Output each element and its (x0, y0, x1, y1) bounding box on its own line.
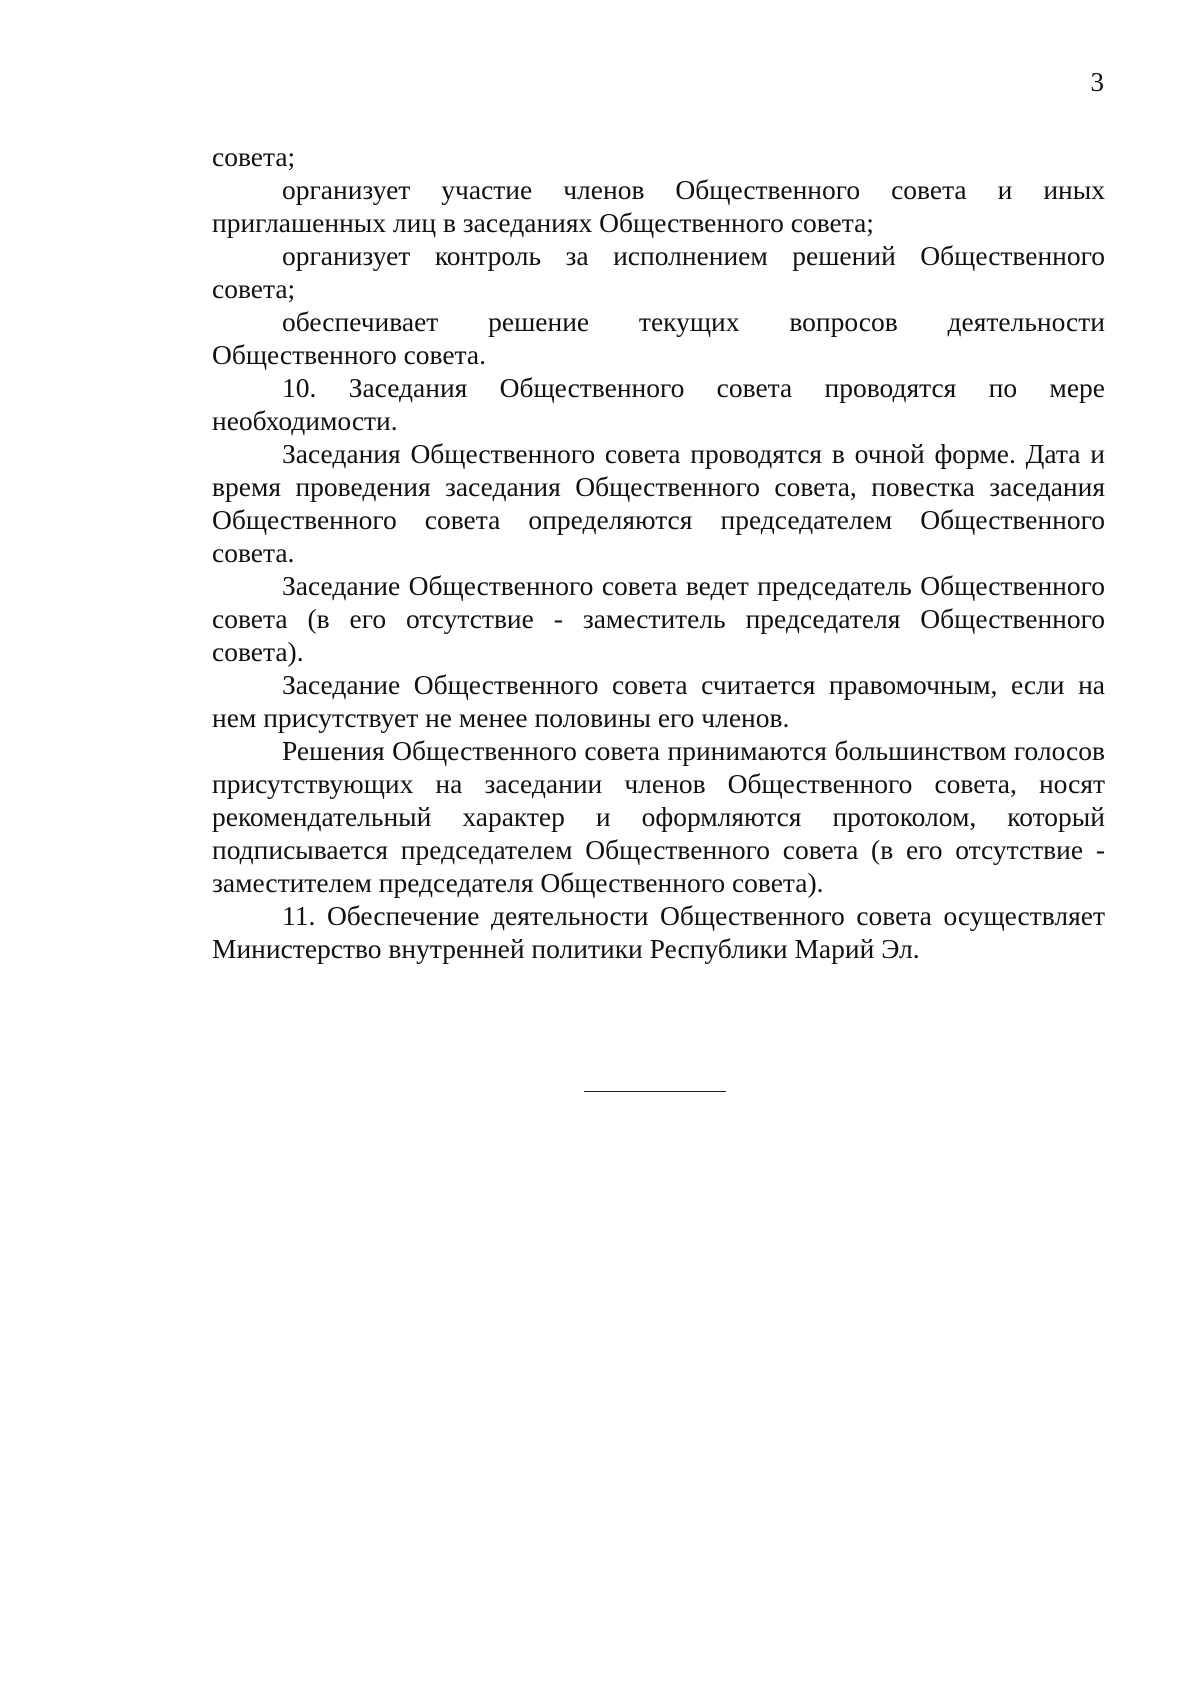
page-number: 3 (1090, 67, 1104, 97)
paragraph-meeting-form: Заседания Общественного совета проводятся в очной форме. Дата и время проведения заседания Общественного совета, повестка заседания Общественного совета определяются председателем Общественного совета. (212, 438, 1105, 568)
end-of-document-rule (584, 1091, 726, 1092)
paragraph-item-11: 11. Обеспечение деятельности Общественного совета осуществляет Министерство внутренней политики Республики Марий Эл. (212, 900, 1105, 964)
paragraph-organize-control: организует контроль за исполнением решений Общественного совета; (212, 240, 1105, 304)
paragraph-meeting-chair: Заседание Общественного совета ведет председатель Общественного совета (в его отсутствие - заместитель председателя Общественного совета). (212, 570, 1105, 667)
paragraph-decisions: Решения Общественного совета принимаются большинством голосов присутствующих на заседании членов Общественного совета, носят рекомендательный характер и оформляются протоколом, который подписывается председателем Общественного совета (в его отсутствие - заместителем председателя Общественного совета). (212, 735, 1105, 898)
paragraph-item-10: 10. Заседания Общественного совета проводятся по мере необходимости. (212, 372, 1105, 436)
paragraph-organize-participation: организует участие членов Общественного совета и иных приглашенных лиц в заседаниях Общественного совета; (212, 174, 1105, 238)
paragraph-quorum: Заседание Общественного совета считается правомочным, если на нем присутствует не менее половины его членов. (212, 669, 1105, 733)
paragraph-continuation: совета; (212, 141, 296, 172)
document-body (212, 140, 1105, 965)
paragraph-current-issues: обеспечивает решение текущих вопросов деятельности Общественного совета. (212, 306, 1105, 370)
